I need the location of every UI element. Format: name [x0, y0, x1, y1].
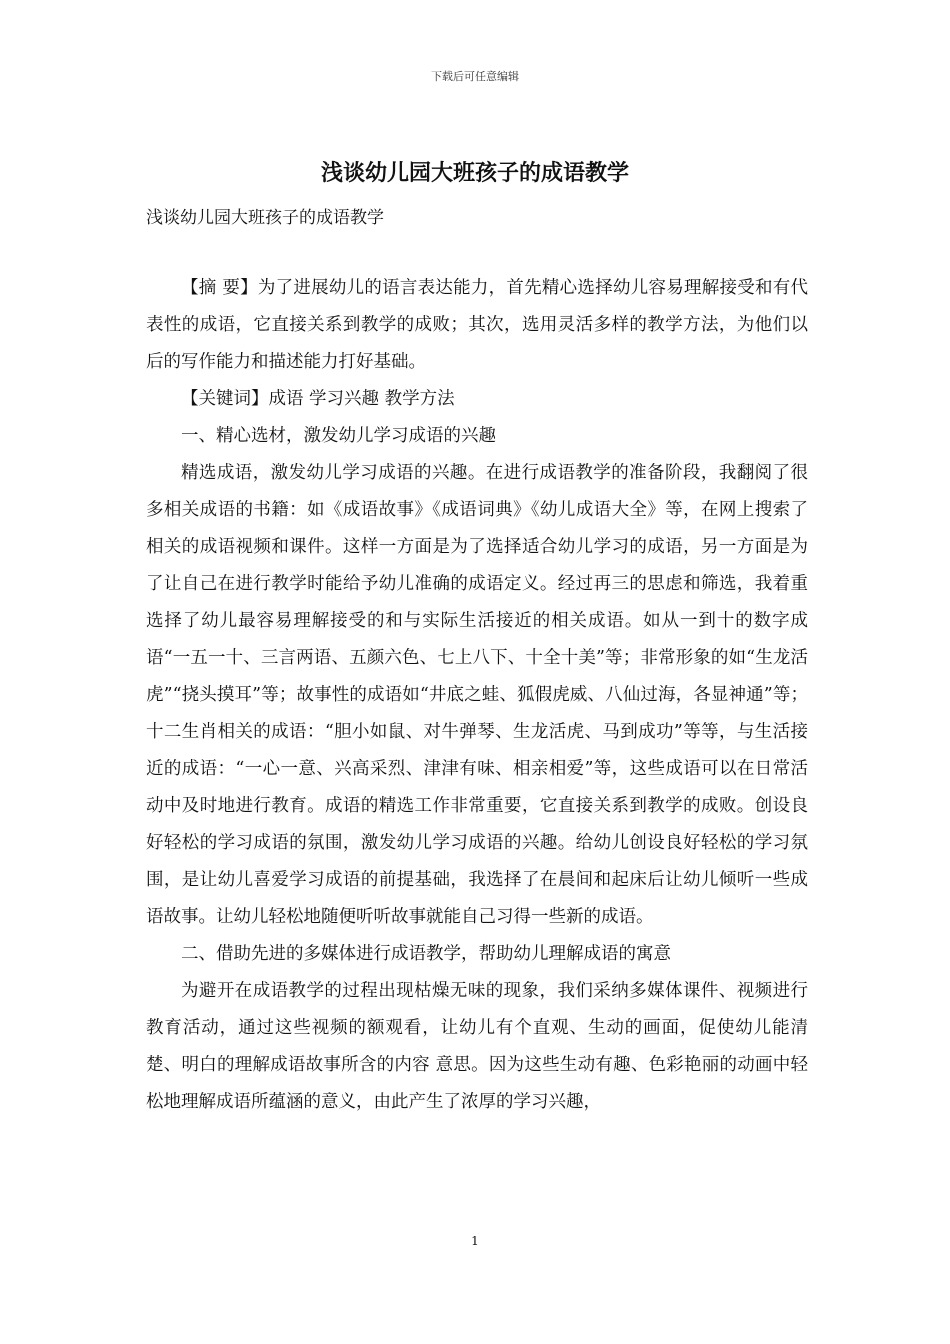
section-heading-1: 一、精心选材，激发幼儿学习成语的兴趣 — [181, 426, 496, 446]
section-heading-2: 二、借助先进的多媒体进行成语教学，帮助幼儿理解成语的寓意 — [181, 944, 671, 964]
keywords-paragraph: 【关键词】成语 学习兴趣 教学方法 — [181, 389, 455, 409]
body-paragraph-2: 为避开在成语教学的过程出现枯燥无味的现象，我们采纳多媒体课件、视频进行教育活动，通过这些视频的额观看，让幼儿有个直观、生动的画面，促使幼儿能清楚、明白的理解成语故事所含的内容 意思。因为这些生动有趣、色彩艳丽的动画中轻松地理解成语所蕴涵的意义，由此产生了浓厚的学习兴趣， — [146, 981, 808, 1112]
abstract-paragraph: 【摘 要】为了进展幼儿的语言表达能力，首先精心选择幼儿容易理解接受和有代表性的成语，它直接关系到教学的成败；其次，选用灵活多样的教学方法，为他们以后的写作能力和描述能力打好基础。 — [146, 278, 808, 372]
document-subtitle: 浅谈幼儿园大班孩子的成语教学 — [146, 208, 384, 228]
body-paragraph-1: 精选成语，激发幼儿学习成语的兴趣。在进行成语教学的准备阶段，我翻阅了很多相关成语的书籍：如《成语故事》《成语词典》《幼儿成语大全》等，在网上搜索了相关的成语视频和课件。这样一方面是为了选择适合幼儿学习的成语，另一方面是为了让自己在进行教学时能给予幼儿准确的成语定义。经过再三的思虑和筛选，我着重选择了幼儿最容易理解接受的和与实际生活接近的相关成语。如从一到十的数字成语“一五一十、三言两语、五颜六色、七上八下、十全十美”等；非常形象的如“生龙活虎”“挠头摸耳”等；故事性的成语如“井底之蛙、狐假虎威、八仙过海，各显神通”等；十二生肖相关的成语：“胆小如鼠、对牛弹琴、生龙活虎、马到成功”等等，与生活接近的成语：“一心一意、兴高采烈、津津有味、相亲相爱”等，这些成语可以在日常活动中及时地进行教育。成语的精选工作非常重要，它直接关系到教学的成败。创设良好轻松的学习成语的氛围，激发幼儿学习成语的兴趣。给幼儿创设良好轻松的学习氛围，是让幼儿喜爱学习成语的前提基础，我选择了在晨间和起床后让幼儿倾听一些成语故事。让幼儿轻松地随便听听故事就能自己习得一些新的成语。 — [146, 463, 808, 927]
page-header-note: 下载后可任意编辑 — [431, 70, 519, 83]
document-body — [146, 270, 808, 1121]
page-number: 1 — [471, 1234, 479, 1248]
document-title: 浅谈幼儿园大班孩子的成语教学 — [320, 160, 629, 186]
